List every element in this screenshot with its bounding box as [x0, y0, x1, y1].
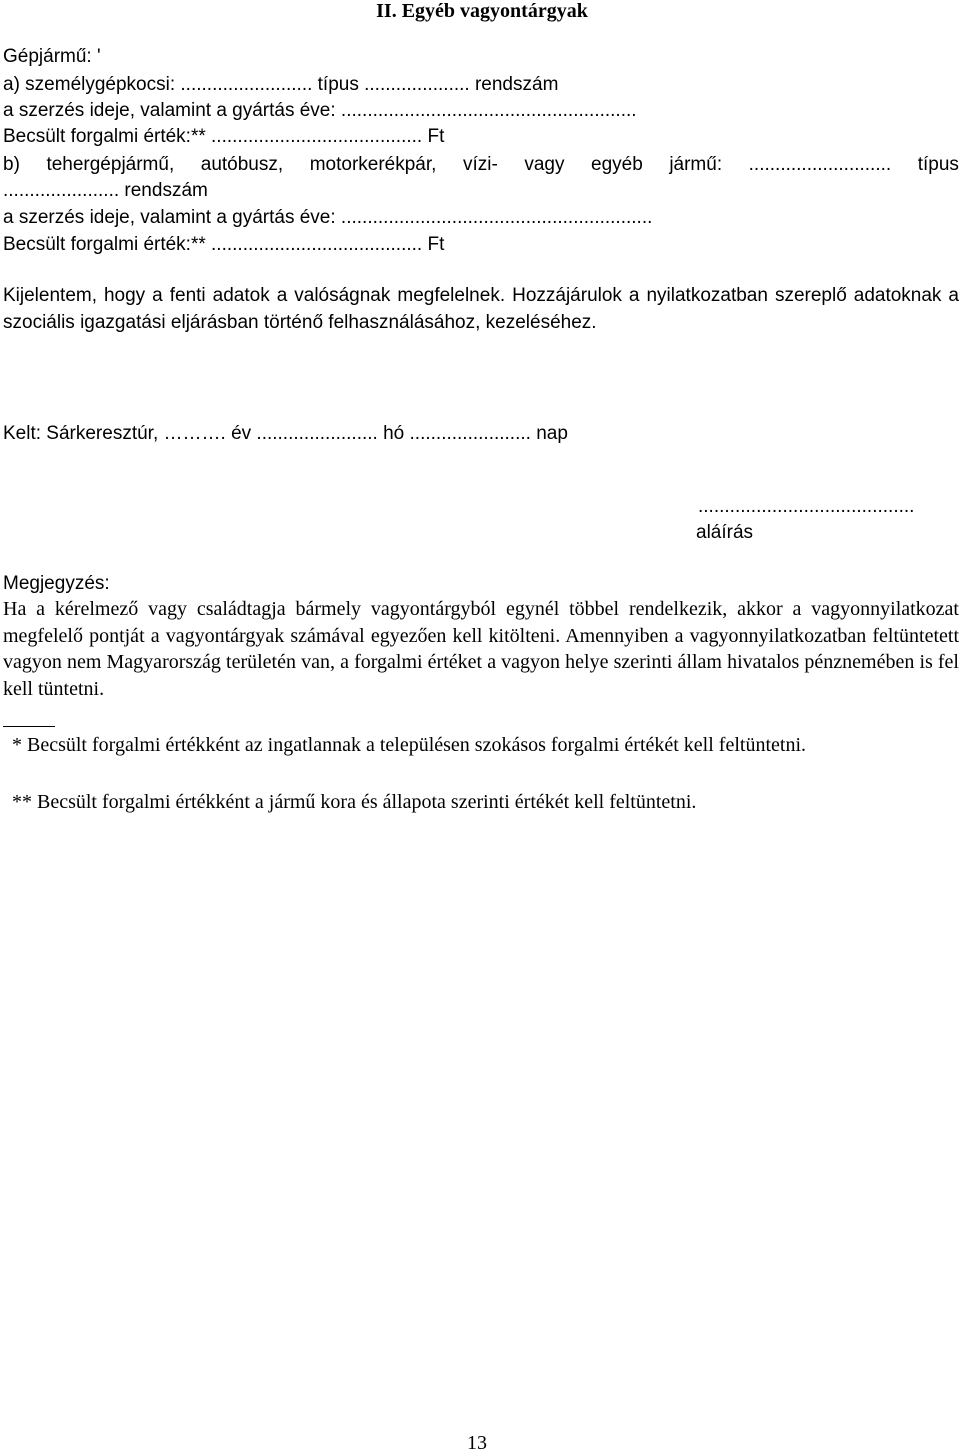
- other-vehicle-line: [3, 152, 959, 178]
- other-value-line: Becsült forgalmi érték:** ........................................ Ft: [3, 234, 445, 255]
- car-acquired-line: a szerzés ideje, valamint a gyártás éve: ........................................................: [3, 100, 637, 121]
- word: jármű:: [669, 154, 723, 175]
- signature-label: aláírás: [696, 522, 754, 543]
- footnote-second: ** Becsült forgalmi értékként a jármű kora és állapota szerinti értékét kell feltüntetni.: [12, 791, 697, 813]
- word: autóbusz,: [200, 154, 284, 175]
- word: tehergépjármű,: [46, 154, 175, 175]
- signature-dots: .........................................: [698, 496, 915, 517]
- word: vízi-: [462, 154, 498, 175]
- note-text: Ha a kérelmező vagy családtagja bármely vagyontárgyból egynél többel rendelkezik, akkor a vagyonnyilatkozat megfelelő pontját a vagyontárgyak számával egyezően kell kitölteni. Amennyiben a vagyonnyilatkozatban feltüntetett vagyon nem Magyarország területén van, a forgalmi értéket a vagyon helye szerinti állam hivatalos pénznemében is fel kell tüntetni.: [3, 598, 959, 700]
- word: b): [3, 154, 20, 175]
- car-type-line: a) személygépkocsi: ......................... típus .................... rendszám: [3, 74, 559, 95]
- vehicle-section-label: Gépjármű: ': [3, 46, 101, 67]
- other-vehicle-plate-line: ...................... rendszám: [3, 180, 208, 201]
- word: egyéb: [591, 154, 643, 175]
- date-line: Kelt: Sárkeresztúr, ………. év ....................... hó ....................... nap: [3, 423, 568, 444]
- word: típus: [917, 154, 959, 175]
- footnote-rule: [3, 726, 55, 727]
- section-heading: II. Egyéb vagyontárgyak: [376, 0, 588, 22]
- word: ...........................: [748, 154, 892, 175]
- word: motorkerékpár,: [309, 154, 437, 175]
- word: vagy: [524, 154, 565, 175]
- car-value-line: Becsült forgalmi érték:** ........................................ Ft: [3, 126, 445, 147]
- page-number: 13: [467, 1432, 487, 1454]
- footnote-first: * Becsült forgalmi értékként az ingatlannak a településen szokásos forgalmi értékét kell feltüntetni.: [12, 734, 806, 756]
- other-acquired-line: a szerzés ideje, valamint a gyártás éve: ...........................................................: [3, 207, 653, 228]
- note-title: Megjegyzés:: [3, 573, 110, 594]
- declaration-text: Kijelentem, hogy a fenti adatok a valóságnak megfelelnek. Hozzájárulok a nyilatkozatban szereplő adatoknak a szociális igazgatási eljárásban történő felhasználásához, kezeléséhez.: [3, 285, 959, 333]
